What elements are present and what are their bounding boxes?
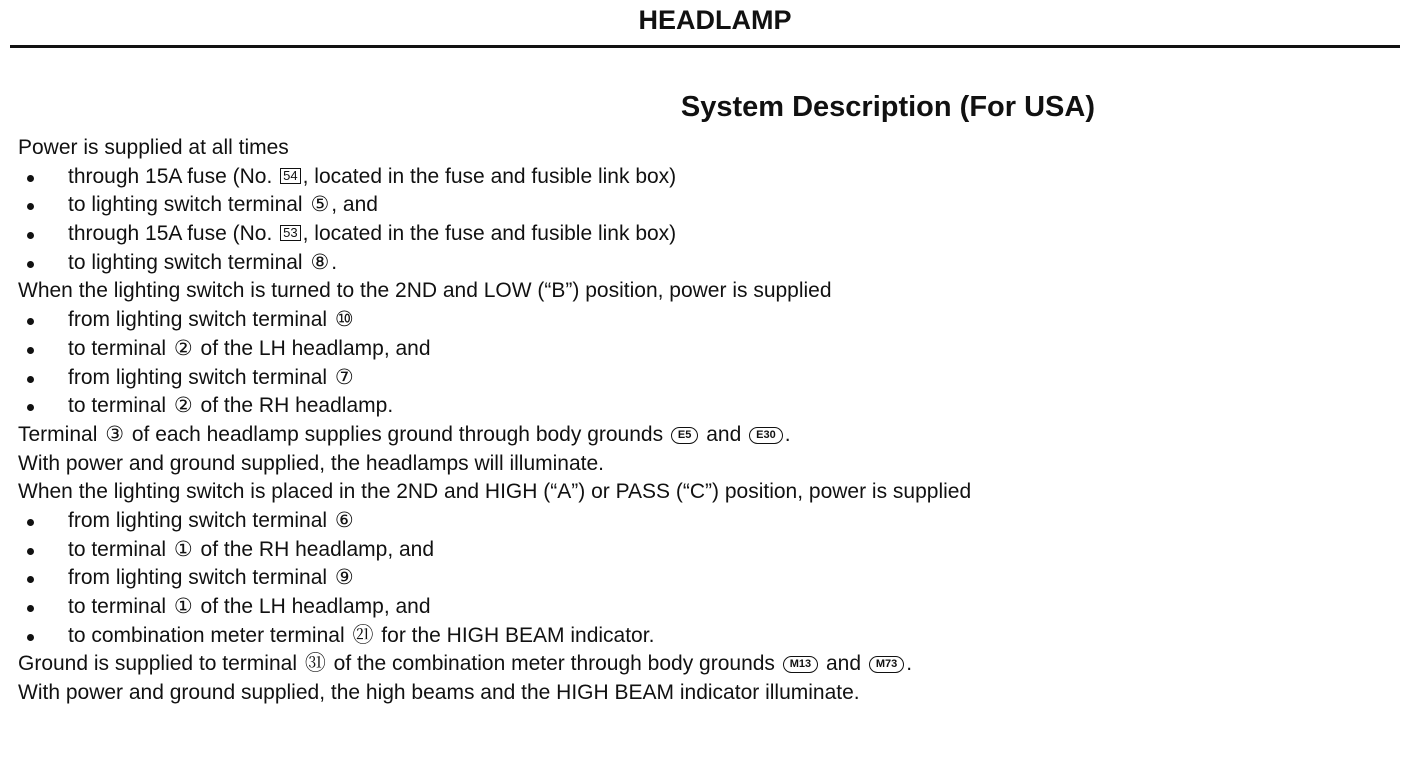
- terminal-number: ㉑: [352, 623, 374, 647]
- text-fragment: to terminal: [68, 394, 172, 418]
- bullet-item: [18, 335, 1413, 364]
- text-fragment: of the LH headlamp, and: [194, 595, 431, 618]
- bullet-item: [18, 622, 1413, 651]
- text-fragment: through 15A fuse (No.: [68, 164, 279, 188]
- text-fragment: of the RH headlamp.: [194, 394, 394, 418]
- terminal-number: ⑧: [310, 250, 330, 274]
- paragraph-line: [18, 478, 1413, 507]
- section-title: System Description (For USA): [680, 91, 1095, 123]
- bullet-item: [18, 593, 1413, 622]
- text-fragment: from lighting switch terminal: [68, 308, 333, 332]
- text-fragment: When the lighting switch is placed in the 2ND and HIGH (“A”) or PASS (“C”) position, power is supplied: [18, 480, 972, 504]
- terminal-number: ①: [173, 595, 193, 618]
- terminal-number: ⑩: [334, 308, 354, 332]
- paragraph-line: [18, 679, 1413, 708]
- bullet-item: [18, 220, 1413, 249]
- text-fragment: to lighting switch terminal: [68, 193, 309, 217]
- text-fragment: .: [784, 422, 791, 446]
- bullet-item: [18, 306, 1413, 335]
- text-fragment: to terminal: [68, 537, 172, 561]
- system-description-body: [18, 134, 1413, 708]
- bullet-item: [18, 163, 1413, 192]
- text-fragment: and: [700, 422, 748, 446]
- text-fragment: When the lighting switch is turned to the 2ND and LOW (“B”) position, power is supplied: [18, 279, 832, 303]
- bullet-item: [18, 564, 1413, 593]
- text-fragment: Ground is supplied to terminal: [18, 652, 303, 676]
- terminal-number: ㉛: [304, 652, 326, 676]
- terminal-number: ⑥: [334, 508, 354, 532]
- text-fragment: to terminal: [68, 595, 172, 618]
- terminal-number: ①: [173, 537, 193, 561]
- bullet-item: [18, 536, 1413, 565]
- text-fragment: to lighting switch terminal: [68, 250, 309, 274]
- text-fragment: of the LH headlamp, and: [194, 336, 431, 360]
- ground-point-badge: M13: [783, 656, 818, 673]
- text-fragment: through 15A fuse (No.: [68, 222, 279, 246]
- ground-point-badge: E30: [749, 427, 783, 444]
- text-fragment: , and: [331, 193, 378, 217]
- terminal-number: ⑦: [334, 365, 354, 389]
- paragraph-line: [18, 134, 1413, 163]
- text-fragment: from lighting switch terminal: [68, 365, 333, 389]
- text-fragment: of each headlamp supplies ground through body grounds: [126, 422, 669, 446]
- text-fragment: , located in the fuse and fusible link box): [302, 164, 677, 188]
- bullet-item: [18, 364, 1413, 393]
- terminal-number: ⑤: [310, 193, 330, 217]
- bullet-item: [18, 392, 1413, 421]
- paragraph-line: [18, 421, 1413, 450]
- text-fragment: With power and ground supplied, the high beams and the HIGH BEAM indicator illuminate.: [18, 681, 860, 705]
- text-fragment: from lighting switch terminal: [68, 566, 333, 590]
- terminal-number: ②: [173, 394, 193, 418]
- terminal-number: ⑨: [334, 566, 354, 590]
- page-title: HEADLAMP: [638, 5, 792, 35]
- text-fragment: With power and ground supplied, the headlamps will illuminate.: [18, 451, 604, 475]
- text-fragment: and: [820, 652, 867, 676]
- paragraph-line: [18, 450, 1413, 479]
- text-fragment: to terminal: [68, 336, 172, 360]
- ground-point-badge: M73: [869, 656, 904, 673]
- text-fragment: .: [331, 250, 338, 274]
- bullet-item: [18, 507, 1413, 536]
- text-fragment: .: [906, 652, 913, 676]
- text-fragment: of the RH headlamp, and: [194, 537, 435, 561]
- terminal-number: ②: [173, 336, 193, 360]
- text-fragment: Power is supplied at all times: [18, 136, 289, 159]
- terminal-number: ③: [105, 422, 125, 446]
- text-fragment: of the combination meter through body grounds: [327, 652, 781, 676]
- fuse-number-box: 54: [280, 168, 300, 184]
- text-fragment: from lighting switch terminal: [68, 508, 333, 532]
- paragraph-line: [18, 650, 1413, 679]
- text-fragment: Terminal: [18, 422, 104, 446]
- bullet-item: [18, 249, 1413, 278]
- text-fragment: to combination meter terminal: [68, 623, 351, 647]
- page-header: [10, 0, 1400, 48]
- text-fragment: for the HIGH BEAM indicator.: [375, 623, 655, 647]
- ground-point-badge: E5: [671, 427, 698, 444]
- paragraph-line: [18, 277, 1413, 306]
- text-fragment: , located in the fuse and fusible link box): [302, 222, 677, 246]
- bullet-item: [18, 191, 1413, 220]
- fuse-number-box: 53: [280, 225, 300, 241]
